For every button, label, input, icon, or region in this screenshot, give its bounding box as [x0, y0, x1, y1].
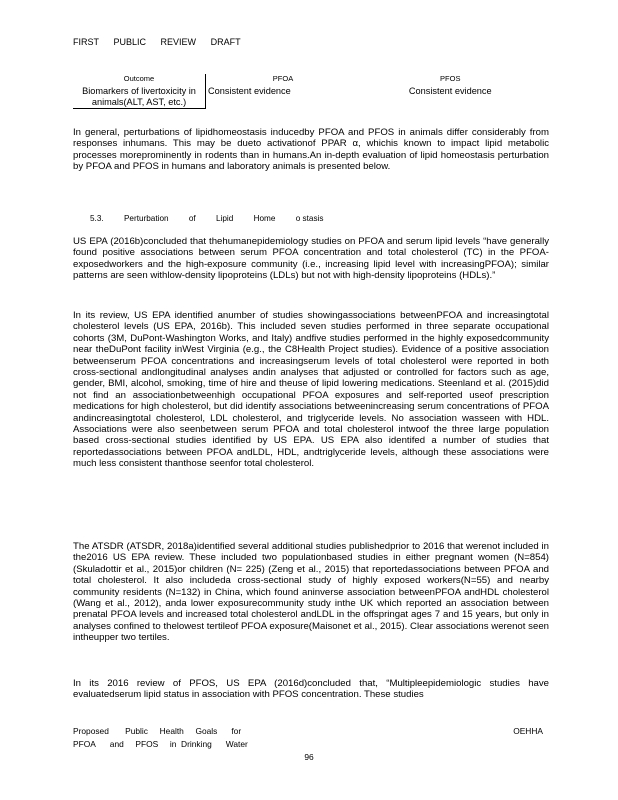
- section-heading: [90, 214, 341, 223]
- header-word: REVIEW: [160, 37, 197, 47]
- col-header-outcome: Outcome: [73, 74, 206, 86]
- cell-pfoa: Consistent evidence: [208, 86, 291, 96]
- draft-header: [73, 37, 253, 47]
- table-row: [73, 86, 541, 109]
- footer-word: Water: [225, 738, 248, 749]
- cell-outcome: Biomarkers of livertoxicity in animals(ALT, AST, etc.): [73, 86, 206, 109]
- footer-word: Goals: [195, 726, 218, 736]
- footer-word: for: [231, 726, 242, 736]
- footer-word: Proposed: [73, 726, 109, 736]
- paragraph: In its 2016 review of PFOS, US EPA (2016d)concluded that, “Multipleepidemiologic studies have evaluatedserum lipid status in association with PFOS concentration. These studies: [73, 678, 549, 701]
- paragraph: In its review, US EPA identified anumber of studies showingassociations betweenPFOA and increasingtotal cholesterol levels (US EPA, 2016b). This included seven studies performed in three separate occupational cohorts (3M, DuPont-Washington Works, and Italy) andfive studies performed in the highly exposedcommunity near theDuPont facility inWest Virginia (e.g., the C8Health Project studies). Evidence of a positive association betweenserum PFOA concentrations and increasingserum levels of total cholesterol were reported in both cross-sectional andlongitudinal analyses andin analyses that adjusted or controlled for factors such as age, gender, BMI, alcohol, smoking, time of hire and theuse of lipid lowering medications. Steenland et al. (2015)did not find an associationbetweenhigh occupational PFOA exposures and self-reported useof prescription medications for high cholesterol, but did identify associations betweenincreasing serum concentrations of PFOA andincreasingtotal cholesterol, LDL cholesterol, and triglyceride levels. No association wasseen with HDL. Associations were also seenbetween serum PFOA and total cholesterol intwoof the three large population based cross-sectional studies identified by US EPA. US EPA also identifed a number of studies that reportedassociations between PFOA andLDL, HDL, andtriglyceride levels, although these associations were much less consistent thanthose seenfor total cholesterol.: [73, 310, 549, 470]
- footer-word: and: [109, 738, 124, 749]
- footer: [73, 725, 543, 750]
- col-header-pfos: PFOS: [440, 74, 461, 83]
- section-word: Lipid: [215, 214, 234, 223]
- outcome-table: [73, 74, 541, 109]
- footer-line: [73, 738, 543, 751]
- footer-word: Drinking: [181, 738, 212, 749]
- section-word: Perturbation: [123, 214, 169, 223]
- footer-agency: OEHHA: [513, 726, 543, 736]
- paragraph: US EPA (2016b)concluded that thehumanepidemiology studies on PFOA and serum lipid levels “have generally found positive associations between serum PFOA concentration and total cholesterol (TC) in the PFOA- exposedworkers and the high-exposure community (i.e., increasing lipid level with increasingPFOA); similar patterns are seen withlow-density lipoproteins (LDLs) but not with high-density lipoproteins (HDLs).”: [73, 236, 549, 282]
- footer-word: Health: [159, 726, 184, 736]
- header-word: DRAFT: [210, 37, 241, 47]
- table-header-row: [73, 74, 541, 86]
- section-number: 5.3.: [90, 214, 104, 223]
- header-word: PUBLIC: [113, 37, 147, 47]
- section-word: of: [188, 214, 196, 223]
- header-word: FIRST: [73, 37, 99, 47]
- page-number: 96: [304, 752, 314, 762]
- footer-line: [73, 725, 543, 738]
- section-word: o stasis: [295, 214, 324, 223]
- cell-pfos: Consistent evidence: [408, 86, 492, 96]
- footer-word: Public: [125, 726, 148, 736]
- footer-word: in: [169, 738, 177, 749]
- col-header-pfoa: PFOA: [272, 74, 294, 83]
- section-word: Home: [253, 214, 276, 223]
- paragraph: The ATSDR (ATSDR, 2018a)identified several additional studies publishedprior to 2016 that werenot included in the2016 US EPA review. These included two populationbased studies in either pregnant women (N=854) (Skuladottir et al., 2015)or children (N= 225) (Zeng et al., 2015) that reportedassociations between PFOA and total cholesterol. It also includeda cross-sectional study of highly exposed workers(N=55) and nearby community residents (N=132) in China, which found aninverse association betweenPFOA andHDL cholesterol (Wang et al., 2012), anda lower exposurecommunity study inthe UK which reported an association between prenatal PFOA levels and increased total cholesterol andLDL in the offspringat ages 7 and 15 years, but only in analyses confined to thelowest tertileof PFOA exposure(Maisonet et al., 2015). Clear associations werenot seen intheupper two tertiles.: [73, 541, 549, 644]
- paragraph: In general, perturbations of lipidhomeostasis inducedby PFOA and PFOS in animals differ considerably from responses inhumans. This may be dueto activationof PPAR α, whichis known to impact lipid metabolic processes moreprominently in rodents than in humans.An in-depth evaluation of lipid homeostasis perturbation by PFOA and PFOS in humans and laboratory animals is presented below.: [73, 127, 549, 173]
- footer-word: PFOA: [73, 738, 96, 749]
- footer-word: PFOS: [135, 738, 159, 749]
